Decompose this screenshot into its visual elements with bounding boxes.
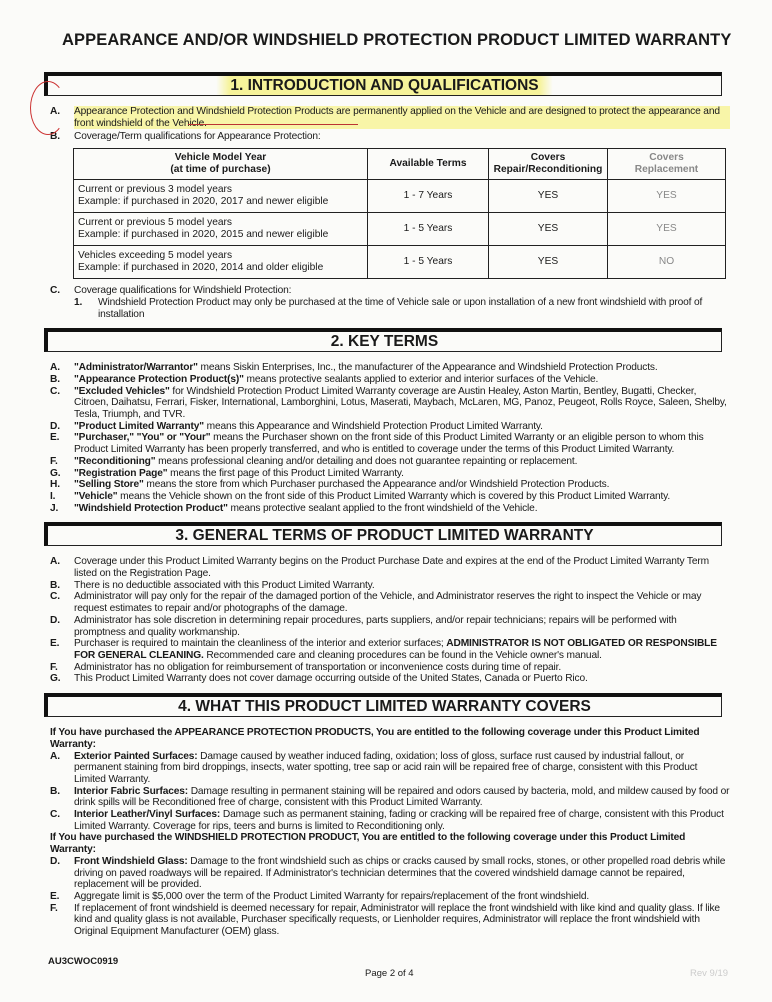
item-letter: H. [50, 479, 60, 491]
header-terms: Available Terms [368, 149, 489, 180]
item-letter: J. [50, 502, 59, 514]
list-item [50, 673, 730, 685]
table-header-row [74, 149, 726, 180]
revision: Rev 9/19 [690, 967, 729, 979]
list-item [50, 456, 730, 468]
header-replacement: Covers Replacement [608, 149, 726, 180]
item-letter: D. [50, 420, 60, 432]
list-item [50, 903, 730, 938]
item-text: Windshield Protection Product may only be purchased at the time of Vehicle sale or upon installation of a new front windshield with proof of installation [98, 296, 703, 320]
item-text: "Appearance Protection Product(s)" means protective sealants applied to exterior and interior surfaces of the Vehicle. [74, 373, 599, 385]
item-text: Administrator has no obligation for reimbursement of transportation or inconvenience costs during time of repair. [74, 661, 562, 673]
item-text: Administrator will pay only for the repair of the damaged portion of the Vehicle, and Administrator reserves the right to inspect the Vehicle or may request estimates to repair and/or photographs of the damage. [74, 591, 702, 615]
item-letter: E. [50, 638, 60, 650]
windshield-intro: If You have purchased the WINDSHIELD PROTECTION PRODUCT, You are entitled to the following coverage under this Product Limited Warranty: [50, 832, 686, 856]
item-text: This Product Limited Warranty does not cover damage occurring outside of the United States, Canada or Puerto Rico. [74, 673, 588, 685]
item-letter: C. [50, 385, 60, 397]
item-letter: C. [50, 285, 60, 297]
item-text: Interior Fabric Surfaces: Damage resulting in permanent staining will be repaired and odors caused by bacteria, mold, and mildew caused by food or drink spills will be Reconditioned free of charge, consistent with this Product Limited Warranty. [74, 785, 730, 809]
item-letter: F. [50, 902, 58, 914]
item-letter: B. [50, 373, 60, 385]
item-letter: C. [50, 809, 60, 821]
header-model-year: Vehicle Model Year (at time of purchase) [74, 149, 368, 180]
item-text: "Vehicle" means the Vehicle shown on the front side of this Product Limited Warranty which is covered by this Product Limited Warranty. [74, 490, 671, 502]
item-text: "Windshield Protection Product" means protective sealant applied to the front windshield of the Vehicle. [74, 502, 538, 514]
item-letter: G. [50, 467, 61, 479]
item-letter: E. [50, 890, 60, 902]
list-item [50, 503, 730, 515]
list-item [50, 751, 730, 786]
item-letter: D. [50, 855, 60, 867]
key-terms-list [50, 362, 730, 514]
item-letter: D. [50, 614, 60, 626]
item-text: Appearance Protection and Windshield Protection Products are permanently applied on the Vehicle and are designed to protect the appearance and front windshield of the Vehicle. [74, 106, 730, 129]
item-letter: C. [50, 591, 60, 603]
list-item [50, 386, 730, 421]
list-item [50, 374, 730, 386]
table-row: Current or previous 3 model years Example: if purchased in 2020, 2017 and newer eligible 1 - 7 Years YES YES [74, 180, 726, 213]
page-number: Page 2 of 4 [365, 967, 414, 979]
list-item [50, 638, 730, 661]
item-text: "Administrator/Warrantor" means Siskin Enterprises, Inc., the manufacturer of the Appearance and Windshield Protection Products. [74, 362, 658, 374]
item-letter: 1. [74, 296, 83, 308]
item-text: Administrator has sole discretion in determining repair procedures, parts suppliers, and/or repair technicians; repairs will be performed with promptness and quality workmanship. [74, 614, 677, 638]
item-text: Interior Leather/Vinyl Surfaces: Damage such as permanent staining, fading or cracking will be repaired free of charge, consistent with this Product Limited Warranty. Coverage for rips, teers and burns is limited to Reconditioning only. [74, 809, 724, 832]
appearance-intro: If You have purchased the APPEARANCE PROTECTION PRODUCTS, You are entitled to the following coverage under this Product Limited Warranty: [50, 727, 700, 750]
item-letter: B. [50, 131, 60, 143]
item-text: Aggregate limit is $5,000 over the term of the Product Limited Warranty for repairs/replacement of the front windshield. [74, 890, 590, 902]
general-terms-list [50, 556, 730, 685]
item-text: "Reconditioning" means professional cleaning and/or detailing and does not guarantee repainting or replacement. [74, 455, 578, 467]
document-title: APPEARANCE AND/OR WINDSHIELD PROTECTION PRODUCT LIMITED WARRANTY [62, 31, 732, 49]
coverage-table [73, 148, 726, 279]
item-letter: A. [50, 362, 60, 374]
list-item [50, 468, 730, 480]
item-letter: A. [50, 750, 60, 762]
section-1-heading: 1. INTRODUCTION AND QUALIFICATIONS [44, 72, 722, 96]
list-item [50, 856, 730, 891]
list-item [50, 362, 730, 374]
item-text: There is no deductible associated with this Product Limited Warranty. [74, 579, 375, 591]
table-row: Current or previous 5 model years Example: if purchased in 2020, 2015 and newer eligible 1 - 5 Years YES YES [74, 213, 726, 246]
item-text: "Purchaser," "You" or "Your" means the Purchaser shown on the front side of this Product Limited Warranty or an eligible person to whom this Product Limited Warranty has been properly transferred, and who is entitled to coverage under the terms of this Product Limited Warranty. [74, 432, 704, 456]
intro-item-c [50, 285, 730, 320]
item-text: Coverage/Term qualifications for Appearance Protection: [74, 131, 321, 143]
item-letter: A. [50, 106, 60, 117]
section-2-heading: 2. KEY TERMS [44, 328, 722, 352]
item-letter: A. [50, 556, 60, 568]
table-row: Vehicles exceeding 5 model years Example: if purchased in 2020, 2014 and older eligible 1 - 5 Years YES NO [74, 246, 726, 279]
list-item [50, 556, 730, 579]
item-letter: F. [50, 455, 58, 467]
item-text: "Registration Page" means the first page of this Product Limited Warranty. [74, 467, 404, 479]
item-text: "Excluded Vehicles" for Windshield Protection Product Limited Warranty coverage are Austin Healey, Aston Martin, Bentley, Bugatti, Checker, Citroen, Daihatsu, Ferrari, Fisker, International, Lamborghini, Lotus, Maserati, Maybach, McLaren, MG, Panoz, Peugeot, Rolls Royce, Saleen, Shelby, Tesla, Triumph, and TVR. [74, 385, 727, 421]
list-item [50, 891, 730, 903]
item-text: Exterior Painted Surfaces: Damage caused by weather induced fading, oxidation; loss of gloss, surface rust caused by industrial fallout, or permanent staining from bird droppings, insects, water spotting, tree sap or acid rain will be repaired free of charge, consistent with this Product Limited Warranty. [74, 750, 698, 785]
item-letter: G. [50, 673, 61, 685]
item-text: Coverage qualifications for Windshield Protection: [74, 285, 292, 297]
item-text: "Product Limited Warranty" means this Appearance and Windshield Protection Product Limited Warranty. [74, 420, 543, 432]
list-item [50, 615, 730, 638]
item-text: "Selling Store" means the store from which Purchaser purchased the Appearance and/or Windshield Protection Products. [74, 479, 610, 491]
list-item [50, 491, 730, 503]
form-code: AU3CWOC0919 [48, 955, 119, 967]
list-item [50, 809, 730, 832]
item-letter: B. [50, 579, 60, 591]
list-item [50, 479, 730, 491]
item-letter: I. [50, 490, 56, 502]
item-text: If replacement of front windshield is deemed necessary for repair, Administrator will replace the front windshield with like kind and quality glass. If like kind and quality glass is not available, Purchaser specifically requests, or Lienholder requires, Administrator will replace the front windshield with Original Equipment Manufacturer (OEM) glass. [74, 902, 720, 938]
covers-list [50, 727, 730, 938]
list-item [50, 432, 730, 455]
section-4-heading: 4. WHAT THIS PRODUCT LIMITED WARRANTY COVERS [44, 693, 722, 717]
header-repair: Covers Repair/Reconditioning [489, 149, 608, 180]
list-item [50, 580, 730, 592]
list-item [50, 786, 730, 809]
item-letter: F. [50, 661, 58, 673]
item-letter: B. [50, 785, 60, 797]
page-footer [44, 956, 732, 982]
item-text: Purchaser is required to maintain the cleanliness of the interior and exterior surfaces; ADMINISTRATOR IS NOT OBLIGATED OR RESPONSIBLE FOR GENERAL CLEANING. Recommended care and cleaning procedures can be found in the Vehicle owner's manual. [74, 638, 717, 661]
list-item [50, 421, 730, 433]
item-text: Coverage under this Product Limited Warranty begins on the Product Purchase Date and expires at the end of the Product Limited Warranty Term listed on the Registration Page. [74, 556, 709, 580]
list-item [50, 662, 730, 674]
list-item [50, 591, 730, 614]
item-letter: E. [50, 432, 60, 444]
intro-item-a [50, 106, 730, 143]
item-text: Front Windshield Glass: Damage to the front windshield such as chips or cracks caused by small rocks, stones, or other propelled road debris while driving on paved roadways will be repaired. If Administrator's technician determines that the covered windshield damage cannot be repaired, replacement will be provided. [74, 855, 726, 891]
section-3-heading: 3. GENERAL TERMS OF PRODUCT LIMITED WARRANTY [44, 522, 722, 546]
